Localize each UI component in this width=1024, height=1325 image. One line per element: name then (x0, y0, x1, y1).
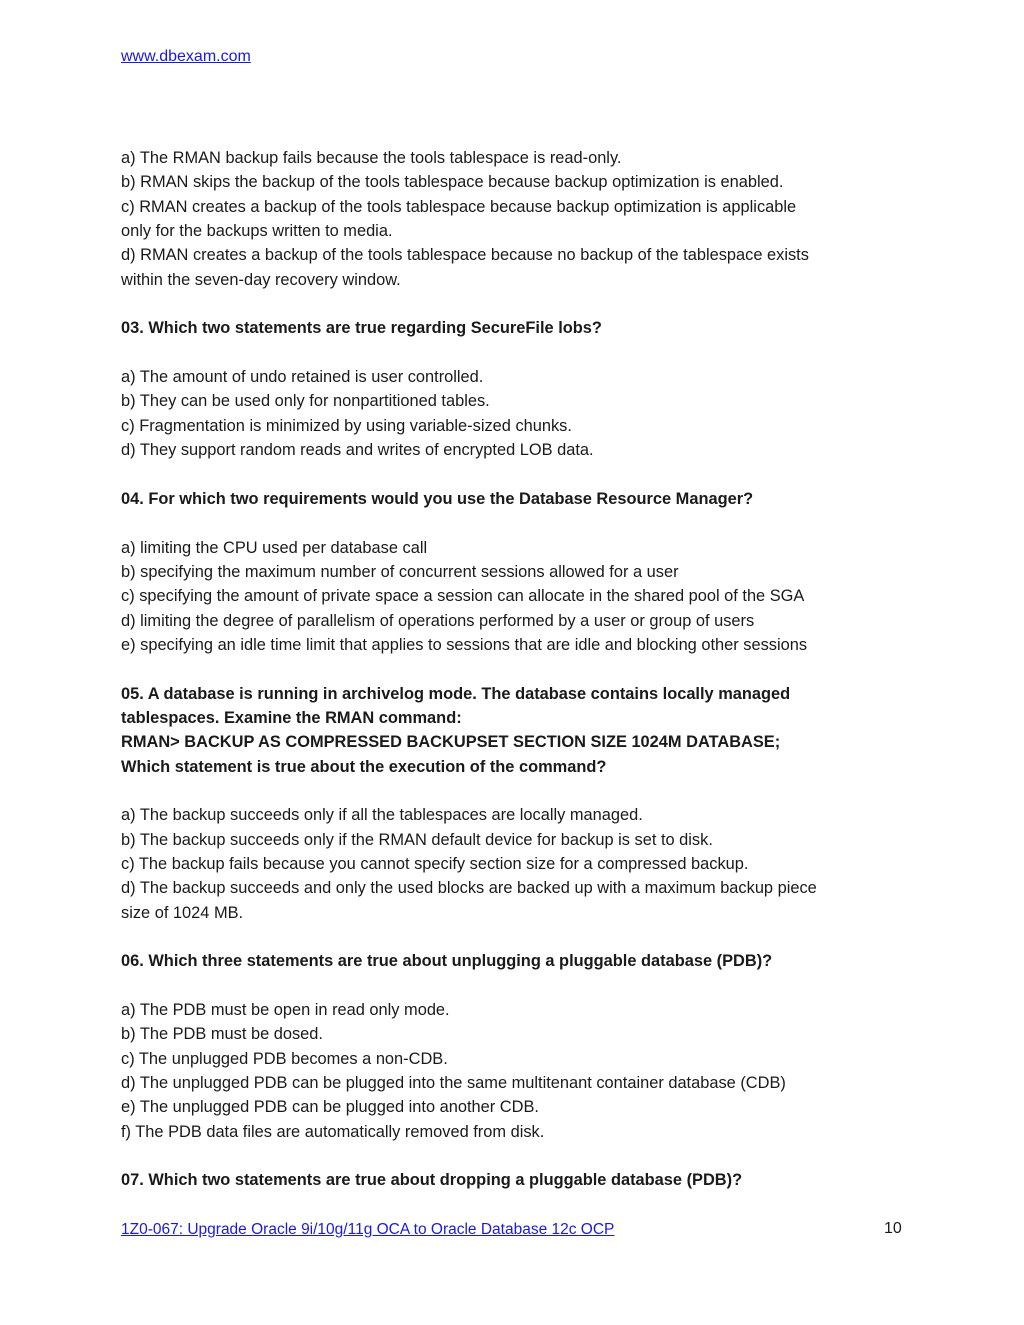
q02-options (121, 146, 911, 292)
q03-option-a: a) The amount of undo retained is user controlled. (121, 368, 484, 387)
q02-option-c: c) RMAN creates a backup of the tools tablespace because backup optimization is applicable (121, 197, 797, 216)
header-site-link[interactable]: www.dbexam.com (121, 48, 251, 65)
q02-option-d-continued: within the seven-day recovery window. (121, 270, 401, 289)
q05-question-line: Which statement is true about the execution of the command? (121, 757, 607, 776)
q05-option-b: b) The backup succeeds only if the RMAN default device for backup is set to disk. (121, 830, 713, 849)
q06-option-e: e) The unplugged PDB can be plugged into another CDB. (121, 1098, 539, 1117)
q06-options (121, 998, 911, 1144)
q03-options (121, 365, 911, 462)
q03-option-c: c) Fragmentation is minimized by using variable-sized chunks. (121, 416, 572, 435)
q05-rman-command: RMAN> BACKUP AS COMPRESSED BACKUPSET SECTION SIZE 1024M DATABASE; (121, 733, 781, 752)
q06-option-d: d) The unplugged PDB can be plugged into the same multitenant container database (CDB) (121, 1074, 786, 1093)
q04-question: 04. For which two requirements would you use the Database Resource Manager? (121, 489, 754, 508)
q04-option-b: b) specifying the maximum number of concurrent sessions allowed for a user (121, 562, 679, 581)
q04-options (121, 536, 911, 658)
q05-option-d-continued: size of 1024 MB. (121, 903, 244, 922)
q04-option-a: a) limiting the CPU used per database call (121, 538, 428, 557)
q06-option-a: a) The PDB must be open in read only mode. (121, 1001, 450, 1020)
q05-option-d: d) The backup succeeds and only the used blocks are backed up with a maximum backup piece (121, 879, 817, 898)
q06-option-b: b) The PDB must be dosed. (121, 1025, 323, 1044)
q06-question: 06. Which three statements are true about unplugging a pluggable database (PDB)? (121, 952, 773, 971)
q02-option-b: b) RMAN skips the backup of the tools tablespace because backup optimization is enabled. (121, 173, 784, 192)
q02-option-a: a) The RMAN backup fails because the tools tablespace is read-only. (121, 149, 622, 167)
q03-option-b: b) They can be used only for nonpartitioned tables. (121, 392, 490, 411)
q05-options (121, 803, 911, 925)
page-number: 10 (884, 1220, 902, 1237)
q02-option-c-continued: only for the backups written to media. (121, 222, 393, 241)
q06-option-c: c) The unplugged PDB becomes a non-CDB. (121, 1049, 448, 1068)
q04-option-d: d) limiting the degree of parallelism of operations performed by a user or group of users (121, 611, 755, 630)
footer-exam-link[interactable]: 1Z0-067: Upgrade Oracle 9i/10g/11g OCA to Oracle Database 12c OCP (121, 1221, 615, 1238)
q04-option-e: e) specifying an idle time limit that applies to sessions that are idle and blocking other sessions (121, 635, 808, 654)
q05-question (121, 682, 911, 779)
q05-question-line: 05. A database is running in archivelog mode. The database contains locally managed (121, 684, 791, 703)
q03-option-d: d) They support random reads and writes of encrypted LOB data. (121, 441, 594, 460)
q05-question-line: tablespaces. Examine the RMAN command: (121, 708, 462, 727)
q02-option-d: d) RMAN creates a backup of the tools tablespace because no backup of the tablespace exists (121, 246, 809, 265)
q07-question: 07. Which two statements are true about dropping a pluggable database (PDB)? (121, 1171, 743, 1190)
q03-question: 03. Which two statements are true regarding SecureFile lobs? (121, 319, 602, 338)
q05-option-c: c) The backup fails because you cannot specify section size for a compressed backup. (121, 854, 749, 873)
page-content (121, 146, 911, 1193)
q04-option-c: c) specifying the amount of private space a session can allocate in the shared pool of the SGA (121, 587, 805, 606)
q05-option-a: a) The backup succeeds only if all the tablespaces are locally managed. (121, 806, 643, 825)
q06-option-f: f) The PDB data files are automatically removed from disk. (121, 1122, 545, 1141)
